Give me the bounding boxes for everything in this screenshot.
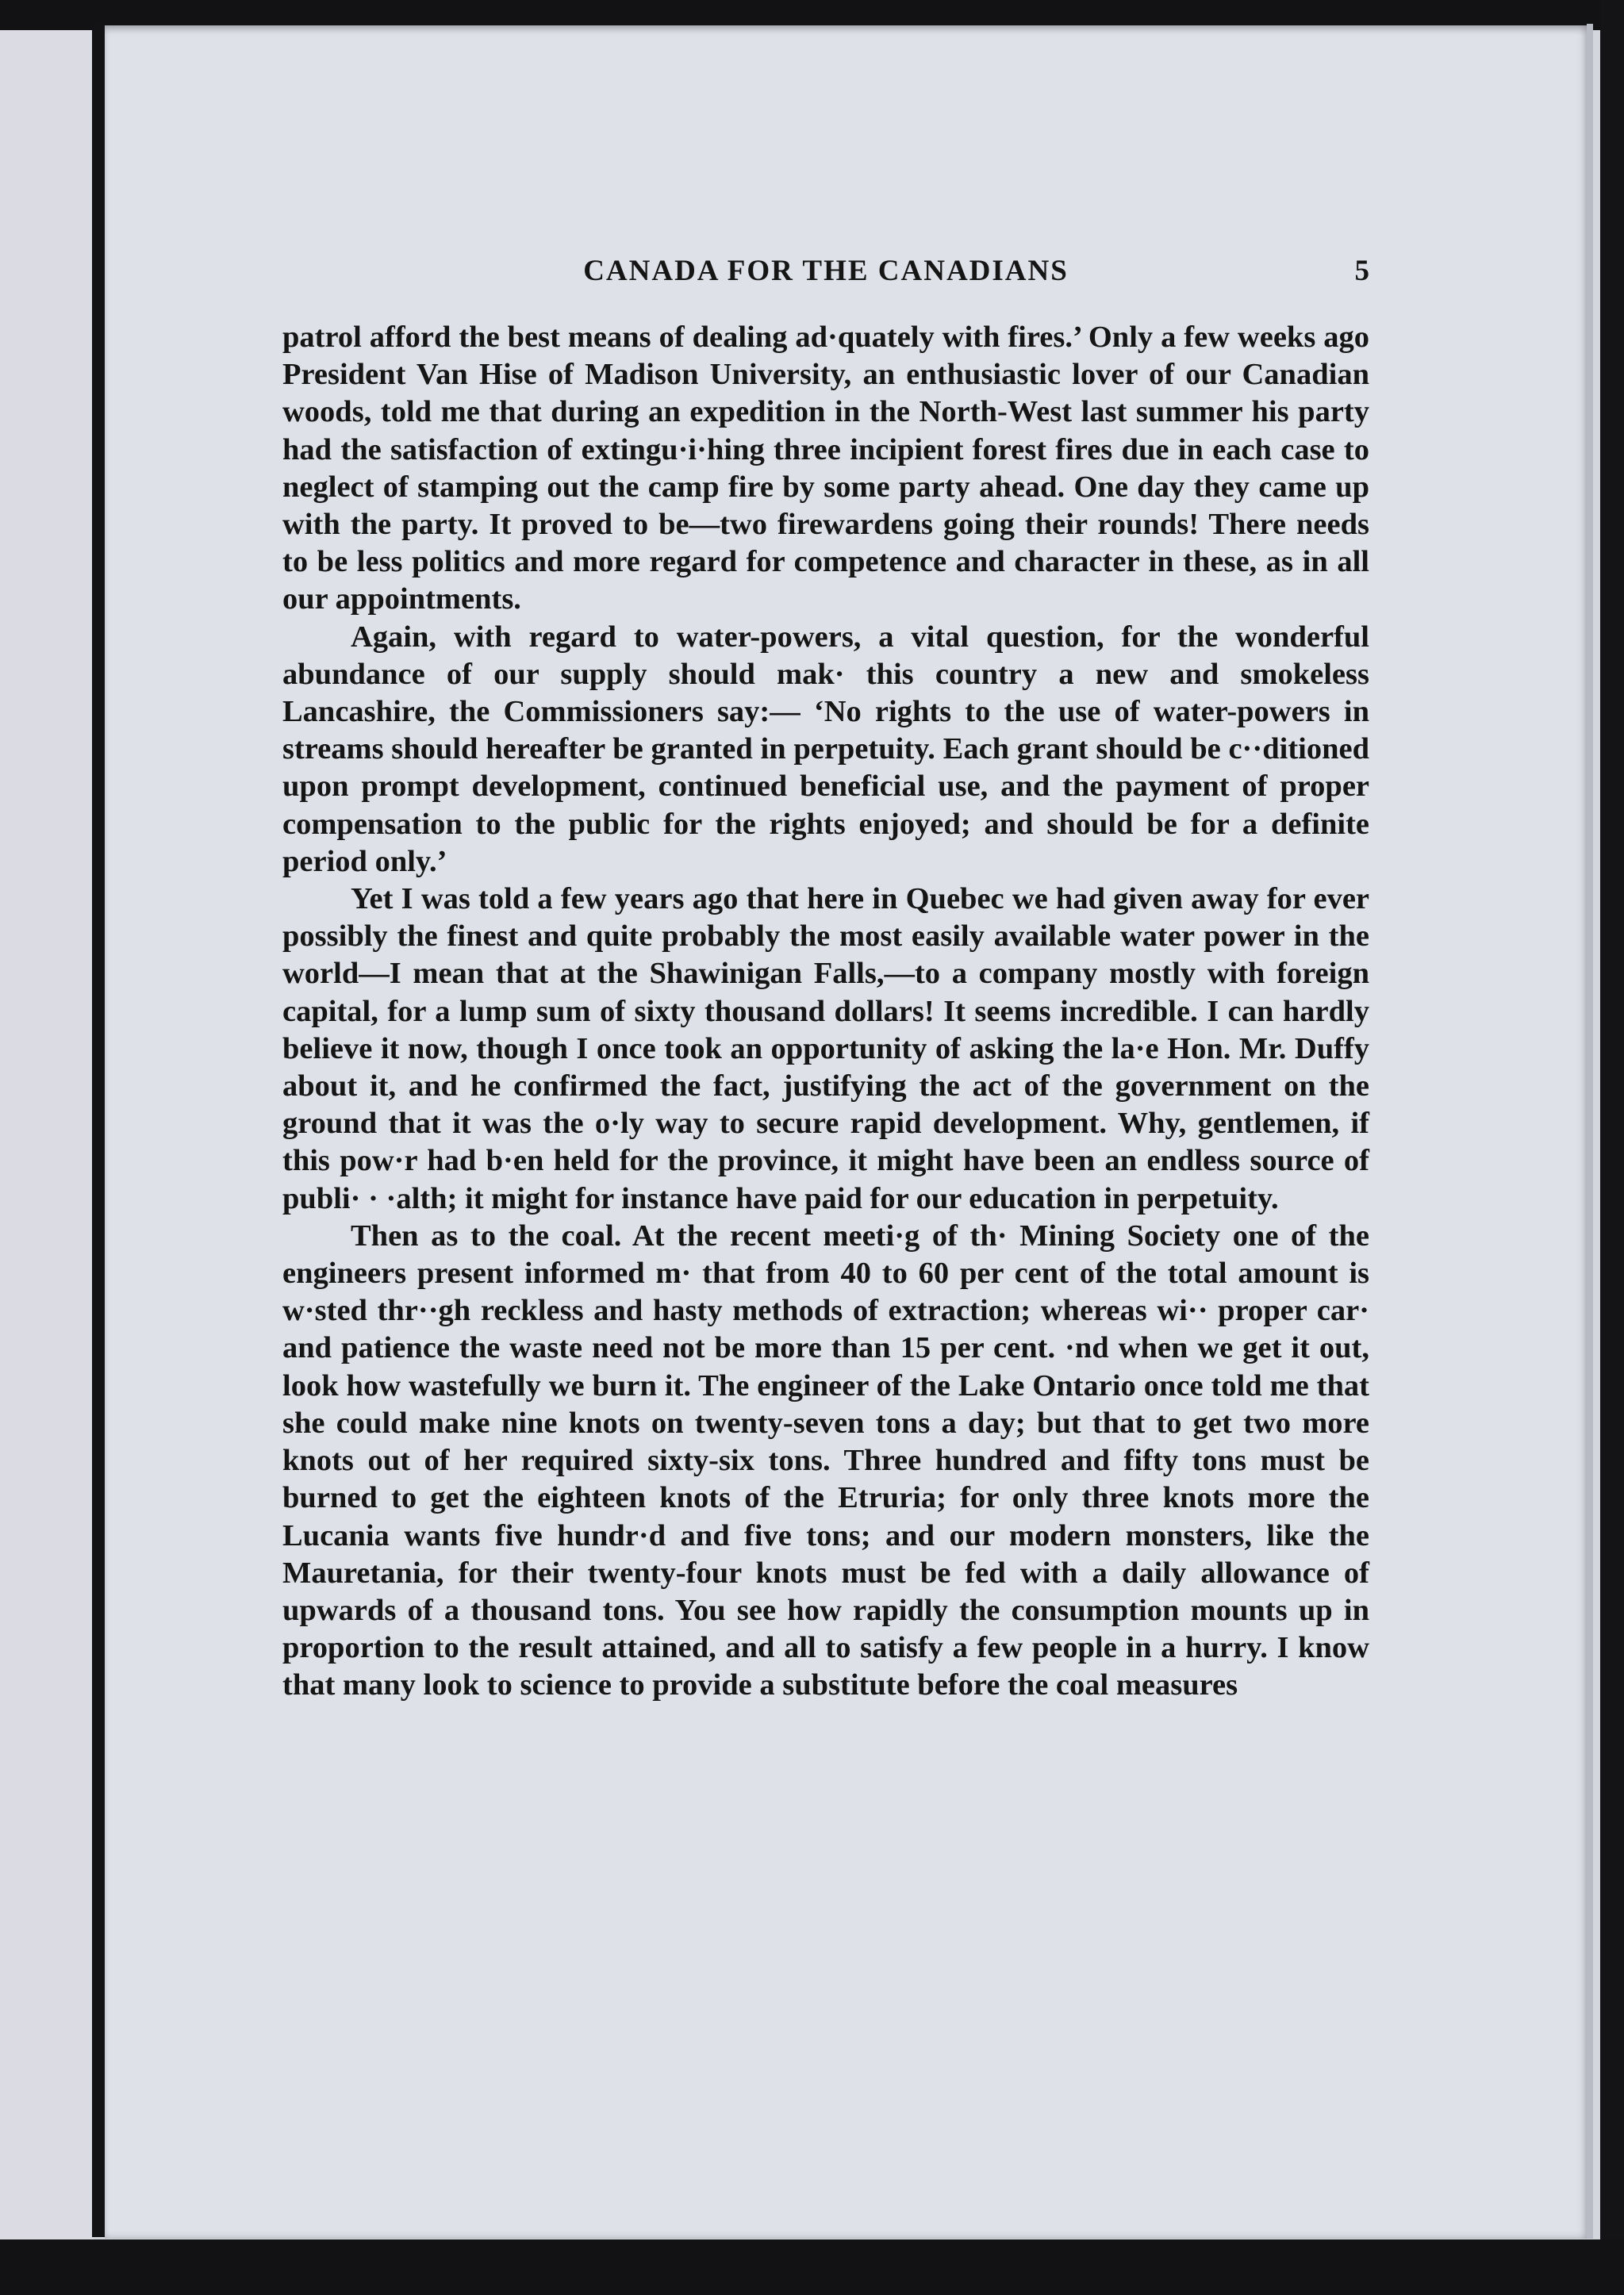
page-edge <box>1587 24 1593 2239</box>
scan-border-right <box>1600 0 1624 2295</box>
running-title: CANADA FOR THE CANADIANS <box>583 255 1069 287</box>
paragraph-coal: Then as to the coal. At the recent meeti·g of th· Mining Society one of the engineers present informed m· that from 40 to 60 per cent of the total amount is w·sted thr··gh reckless and hasty methods of extraction; whereas wi·· proper car· and patience the waste need not be more than 15 per cent. ·nd when we get it out, look how wastefully we burn it. The engineer of the Lake Ontario once told me that she could make nine knots on twenty-seven tons a day; but that to get two more knots out of her required sixty-six tons. Three hundred and fifty tons must be burned to get the eighteen knots of the Etruria; for only three knots more the Lucania wants five hundr·d and five tons; and our modern monsters, like the Mauretania, for their twenty-four knots must be fed with a daily allowance of upwards of a thousand tons. You see how rapidly the consumption mounts up in proportion to the result attained, and all to satisfy a few people in a hurry. I know that many look to science to provide a substitute before the coal measures <box>282 1218 1369 1702</box>
paragraph-shawinigan-falls: Yet I was told a few years ago that here in Quebec we had given away for ever possibly the finest and quite probably the most easily available water power in the world—I mean that at the Shawinigan Falls,—to a company mostly with foreign capital, for a lump sum of sixty thousand dollars! It seems incredible. I can hardly believe it now, though I once took an opportunity of asking the la·e Hon. Mr. Duffy about it, and he confirmed the fact, justifying the act of the government on the ground that it was the o·ly way to secure rapid development. Why, gentlemen, if this pow·r had b·en held for the province, it might have been an endless source of publi· · ·alth; it might for instance have paid for our education in perpetuity. <box>282 882 1369 1215</box>
running-header <box>282 254 1369 292</box>
scan-border-bottom <box>0 2239 1624 2295</box>
book-spine-shadow <box>92 24 105 2237</box>
paragraph-water-powers: Again, with regard to water-powers, a vital question, for the wonderful abundance of our supply should mak· this country a new and smokeless Lancashire, the Commissioners say:— ‘No rights to the use of water-powers in streams should hereafter be granted in perpetuity. Each grant should be c··ditioned upon prompt development, continued beneficial use, and the payment of proper compensation to the public for the rights enjoyed; and should be for a definite period only.’ <box>282 620 1369 878</box>
page-text-block <box>282 254 1369 1705</box>
facing-page-edge <box>0 30 94 2239</box>
paragraph-fire-patrol: patrol afford the best means of dealing ad·quately with fires.’ Only a few weeks ago President Van Hise of Madison University, an enthusiastic lover of our Canadian woods, told me that during an expedition in the North-West last summer his party had the satisfaction of extingu·i·hing three incipient forest fires due in each case to neglect of stamping out the camp fire by some party ahead. One day they came up with the party. It proved to be—two firewardens going their rounds! There needs to be less politics and more regard for competence and character in these, as in all our appointments. <box>282 320 1369 616</box>
page-number: 5 <box>1354 255 1369 287</box>
